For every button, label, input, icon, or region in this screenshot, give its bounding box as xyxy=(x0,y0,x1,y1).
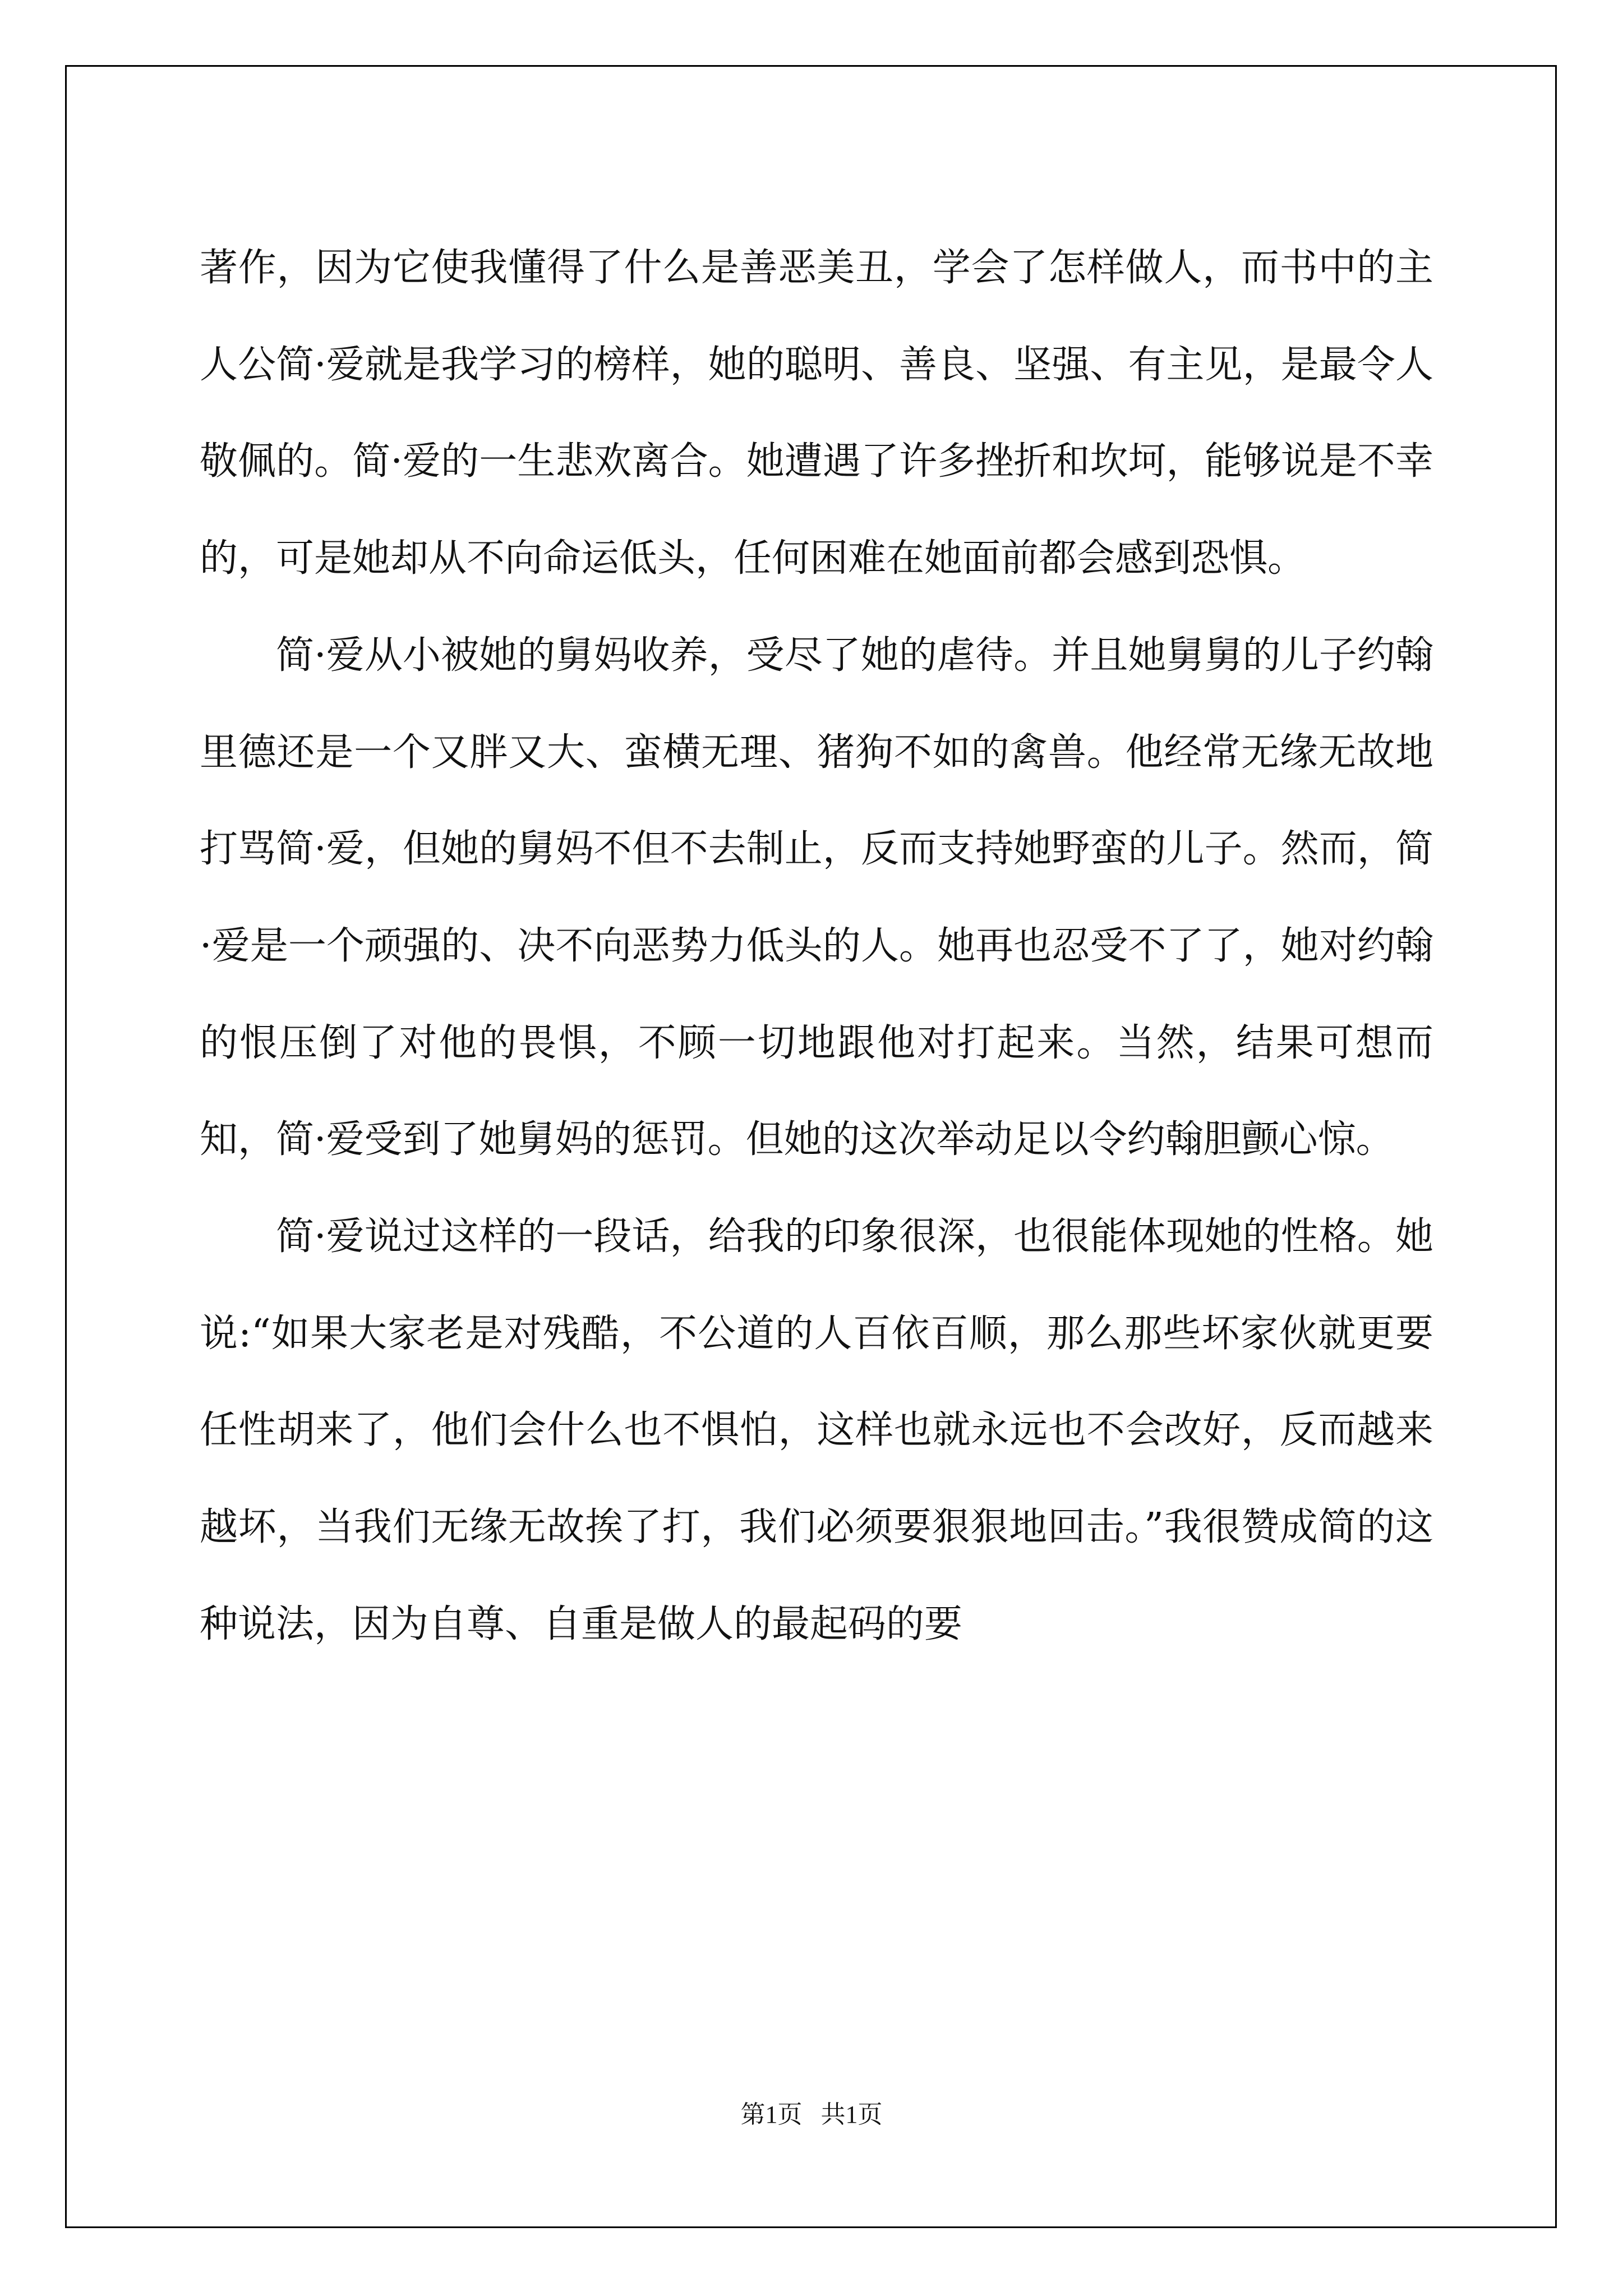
paragraph: 简·爱从小被她的舅妈收养，受尽了她的虐待。并且她舅舅的儿子约翰里德还是一个又胖又大、蛮横无理、猪狗不如的禽兽。他经常无缘无故地打骂简·爱，但她的舅妈不但不去制止，反而支持她野蛮的儿子。然而，简·爱是一个顽强的、决不向恶势力低头的人。她再也忍受不了了，她对约翰的恨压倒了对他的畏惧，不顾一切地跟他对打起来。当然，结果可想而知，简·爱受到了她舅妈的惩罚。但她的这次举动足以令约翰胆颤心惊。 xyxy=(200,633,1433,1162)
paragraph: 简·爱说过这样的一段话，给我的印象很深，也很能体现她的性格。她说:“如果大家老是对残酷，不公道的人百依百顺，那么那些坏家伙就更要任性胡来了，他们会什么也不惧怕，这样也就永远也不会改好，反而越来越坏，当我们无缘无故挨了打，我们必须要狠狠地回击。”我很赞成简的这种说法，因为自尊、自重是做人的最起码的要 xyxy=(200,1214,1433,1646)
paragraph: 著作，因为它使我懂得了什么是善恶美丑，学会了怎样做人，而书中的主人公简·爱就是我学习的榜样，她的聪明、善良、坚强、有主见，是最令人敬佩的。简·爱的一生悲欢离合。她遭遇了许多挫折和坎坷，能够说是不幸的，可是她却从不向命运低头，任何困难在她面前都会感到恐惧。 xyxy=(200,246,1433,581)
page-total: 共1页 xyxy=(820,2101,883,2128)
page-number: 第1页 xyxy=(740,2101,803,2128)
document-body xyxy=(200,220,1433,1673)
page-footer xyxy=(0,2098,1623,2132)
